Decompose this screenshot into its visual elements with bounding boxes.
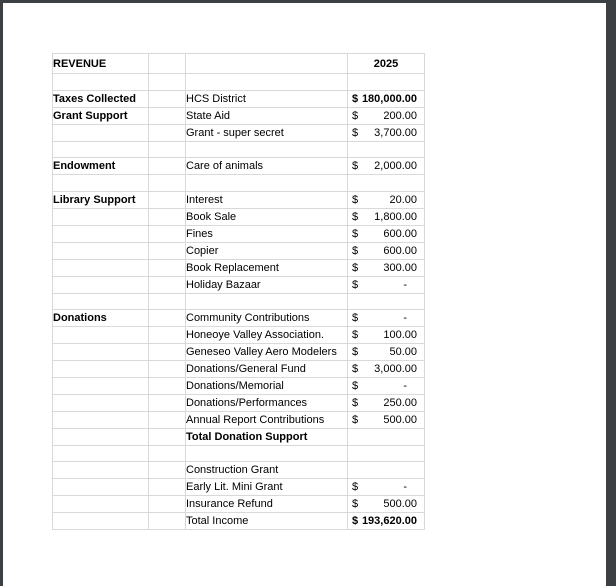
section-label-cell	[53, 141, 149, 158]
amount-cell	[348, 74, 425, 91]
spacer-cell	[149, 209, 186, 226]
currency-symbol: $	[352, 312, 359, 325]
spacer-cell	[149, 90, 186, 107]
spacer-cell	[149, 310, 186, 327]
table-row	[53, 378, 425, 395]
amount-cell	[348, 226, 425, 243]
spacer-cell	[149, 293, 186, 310]
section-label-cell: Grant Support	[53, 107, 149, 124]
spacer-cell	[149, 107, 186, 124]
amount-cell	[348, 54, 425, 74]
spacer-cell	[149, 276, 186, 293]
money-value	[348, 262, 424, 274]
item-cell: State Aid	[186, 107, 348, 124]
amount-text: 1,800.00	[374, 211, 417, 224]
section-label-cell	[53, 361, 149, 378]
item-cell: Donations/General Fund	[186, 361, 348, 378]
currency-symbol: $	[352, 346, 359, 359]
item-cell: Interest	[186, 192, 348, 209]
item-cell: Total Income	[186, 513, 348, 530]
spacer-cell	[149, 513, 186, 530]
amount-cell	[348, 158, 425, 175]
amount-cell	[348, 141, 425, 158]
section-label-cell	[53, 124, 149, 141]
spacer-cell	[149, 158, 186, 175]
spacer-cell	[149, 327, 186, 344]
table-row	[53, 74, 425, 91]
table-row	[53, 310, 425, 327]
table-row	[53, 293, 425, 310]
section-label-cell	[53, 242, 149, 259]
table-row	[53, 226, 425, 243]
currency-symbol: $	[352, 109, 359, 122]
item-cell: Early Lit. Mini Grant	[186, 479, 348, 496]
amount-cell	[348, 445, 425, 462]
item-cell: Insurance Refund	[186, 496, 348, 513]
money-value	[348, 363, 424, 375]
money-value	[348, 93, 424, 105]
currency-symbol: $	[352, 481, 359, 494]
amount-text: 600.00	[383, 244, 417, 257]
item-cell: Community Contributions	[186, 310, 348, 327]
money-value	[348, 481, 424, 493]
amount-text: -	[403, 481, 407, 494]
amount-text: 100.00	[383, 329, 417, 342]
item-cell: Grant - super secret	[186, 124, 348, 141]
amount-cell	[348, 513, 425, 530]
table-row	[53, 259, 425, 276]
spacer-cell	[149, 378, 186, 395]
currency-symbol: $	[352, 515, 359, 528]
amount-cell	[348, 276, 425, 293]
section-label-cell: Endowment	[53, 158, 149, 175]
currency-symbol: $	[352, 92, 359, 105]
money-value	[348, 397, 424, 409]
currency-symbol: $	[352, 194, 359, 207]
currency-symbol: $	[352, 261, 359, 274]
item-cell: Book Replacement	[186, 259, 348, 276]
amount-cell	[348, 479, 425, 496]
item-cell	[186, 445, 348, 462]
amount-text: 200.00	[383, 109, 417, 122]
spacer-cell	[149, 124, 186, 141]
section-label-cell	[53, 496, 149, 513]
amount-text: 500.00	[383, 413, 417, 426]
revenue-table-body	[53, 54, 425, 530]
section-label-cell	[53, 327, 149, 344]
spacer-cell	[149, 175, 186, 192]
amount-cell	[348, 411, 425, 428]
amount-cell	[348, 209, 425, 226]
item-cell	[186, 54, 348, 74]
table-row	[53, 462, 425, 479]
money-value	[348, 194, 424, 206]
amount-cell	[348, 361, 425, 378]
spacer-cell	[149, 226, 186, 243]
section-label-cell: Taxes Collected	[53, 90, 149, 107]
currency-symbol: $	[352, 211, 359, 224]
spacer-cell	[149, 445, 186, 462]
document-page	[3, 3, 606, 586]
amount-text: -	[403, 379, 407, 392]
spacer-cell	[149, 141, 186, 158]
table-row	[53, 107, 425, 124]
amount-text: 250.00	[383, 396, 417, 409]
section-label-cell	[53, 276, 149, 293]
item-cell	[186, 141, 348, 158]
section-label-cell: Library Support	[53, 192, 149, 209]
section-label-cell	[53, 445, 149, 462]
amount-text: 3,700.00	[374, 126, 417, 139]
currency-symbol: $	[352, 278, 359, 291]
amount-cell	[348, 175, 425, 192]
table-row	[53, 276, 425, 293]
money-value	[348, 515, 424, 527]
item-cell: HCS District	[186, 90, 348, 107]
item-cell: Book Sale	[186, 209, 348, 226]
table-row	[53, 344, 425, 361]
table-row	[53, 242, 425, 259]
money-value	[348, 211, 424, 223]
revenue-table	[52, 53, 425, 530]
money-value	[348, 329, 424, 341]
table-row	[53, 361, 425, 378]
section-label-cell	[53, 378, 149, 395]
money-value	[348, 414, 424, 426]
amount-cell	[348, 310, 425, 327]
money-value	[348, 127, 424, 139]
spacer-cell	[149, 479, 186, 496]
amount-cell	[348, 496, 425, 513]
item-cell: Donations/Performances	[186, 394, 348, 411]
currency-symbol: $	[352, 379, 359, 392]
spacer-cell	[149, 259, 186, 276]
table-row	[53, 445, 425, 462]
section-label-cell	[53, 513, 149, 530]
amount-cell	[348, 107, 425, 124]
item-cell: Geneseo Valley Aero Modelers	[186, 344, 348, 361]
amount-text: 600.00	[383, 227, 417, 240]
currency-symbol: $	[352, 160, 359, 173]
year-header: 2025	[373, 57, 399, 70]
item-cell: Care of animals	[186, 158, 348, 175]
amount-cell	[348, 90, 425, 107]
item-cell	[186, 293, 348, 310]
section-label-cell	[53, 479, 149, 496]
section-label-cell	[53, 428, 149, 445]
amount-cell	[348, 394, 425, 411]
section-label-cell: REVENUE	[53, 54, 149, 74]
currency-symbol: $	[352, 329, 359, 342]
table-row	[53, 411, 425, 428]
amount-cell	[348, 428, 425, 445]
item-cell: Honeoye Valley Association.	[186, 327, 348, 344]
table-row	[53, 192, 425, 209]
amount-text: 300.00	[383, 261, 417, 274]
amount-cell	[348, 124, 425, 141]
currency-symbol: $	[352, 227, 359, 240]
table-row	[53, 124, 425, 141]
amount-cell	[348, 378, 425, 395]
amount-cell	[348, 259, 425, 276]
amount-text: 3,000.00	[374, 363, 417, 376]
money-value	[348, 228, 424, 240]
spacer-cell	[149, 74, 186, 91]
item-cell: Construction Grant	[186, 462, 348, 479]
table-row	[53, 327, 425, 344]
amount-cell	[348, 242, 425, 259]
section-label-cell: Donations	[53, 310, 149, 327]
amount-cell	[348, 344, 425, 361]
money-value	[348, 245, 424, 257]
section-label-cell	[53, 394, 149, 411]
table-row	[53, 141, 425, 158]
section-label-cell	[53, 411, 149, 428]
money-value	[348, 160, 424, 172]
section-label-cell	[53, 344, 149, 361]
table-row	[53, 479, 425, 496]
money-value	[348, 279, 424, 291]
item-cell: Donations/Memorial	[186, 378, 348, 395]
table-row	[53, 175, 425, 192]
section-label-cell	[53, 462, 149, 479]
item-cell: Total Donation Support	[186, 428, 348, 445]
item-cell	[186, 175, 348, 192]
amount-cell	[348, 293, 425, 310]
table-row	[53, 158, 425, 175]
section-label-cell	[53, 74, 149, 91]
item-cell: Copier	[186, 242, 348, 259]
money-value	[348, 498, 424, 510]
currency-symbol: $	[352, 498, 359, 511]
item-cell: Holiday Bazaar	[186, 276, 348, 293]
spacer-cell	[149, 242, 186, 259]
item-cell: Fines	[186, 226, 348, 243]
money-value	[348, 110, 424, 122]
section-label-cell	[53, 259, 149, 276]
table-row	[53, 54, 425, 74]
currency-symbol: $	[352, 244, 359, 257]
amount-text: -	[403, 312, 407, 325]
spacer-cell	[149, 428, 186, 445]
table-row	[53, 209, 425, 226]
spacer-cell	[149, 192, 186, 209]
currency-symbol: $	[352, 363, 359, 376]
section-label-cell	[53, 226, 149, 243]
spacer-cell	[149, 361, 186, 378]
spacer-cell	[149, 54, 186, 74]
amount-cell	[348, 192, 425, 209]
spacer-cell	[149, 344, 186, 361]
section-label-cell	[53, 209, 149, 226]
item-cell: Annual Report Contributions	[186, 411, 348, 428]
section-label-cell	[53, 293, 149, 310]
amount-cell	[348, 462, 425, 479]
amount-text: 20.00	[389, 194, 417, 207]
amount-text: 193,620.00	[361, 515, 417, 528]
amount-text: 500.00	[383, 498, 417, 511]
amount-text: -	[403, 278, 407, 291]
spacer-cell	[149, 394, 186, 411]
item-cell	[186, 74, 348, 91]
table-row	[53, 513, 425, 530]
table-row	[53, 394, 425, 411]
currency-symbol: $	[352, 413, 359, 426]
spacer-cell	[149, 411, 186, 428]
money-value	[348, 312, 424, 324]
spacer-cell	[149, 496, 186, 513]
currency-symbol: $	[352, 396, 359, 409]
money-value	[348, 346, 424, 358]
amount-text: 50.00	[389, 346, 417, 359]
amount-text: 180,000.00	[361, 92, 417, 105]
spacer-cell	[149, 462, 186, 479]
table-row	[53, 90, 425, 107]
currency-symbol: $	[352, 126, 359, 139]
table-row	[53, 428, 425, 445]
table-row	[53, 496, 425, 513]
money-value	[348, 380, 424, 392]
amount-text: 2,000.00	[374, 160, 417, 173]
section-label-cell	[53, 175, 149, 192]
amount-cell	[348, 327, 425, 344]
